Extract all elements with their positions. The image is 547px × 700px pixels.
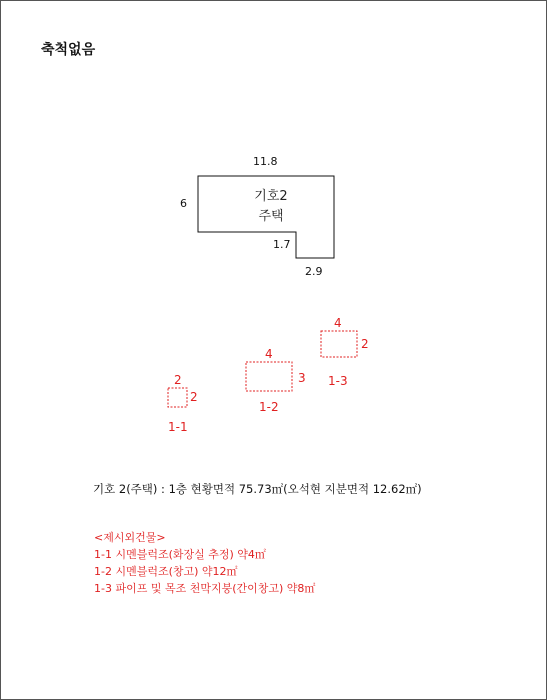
scale-note: 축척없음 [41, 42, 96, 58]
outbuilding-1-1-dim-top: 2 [174, 373, 182, 387]
building-use: 주택 [258, 209, 284, 224]
outbuilding-1-3-label: 1-3 [328, 374, 348, 388]
legend-item-1-2: 1-2 시멘블럭조(창고) 약12㎡ [94, 565, 238, 578]
legend-header: <제시외건물> [94, 531, 166, 544]
dim-step: 1.7 [273, 238, 291, 251]
dim-top: 11.8 [253, 155, 278, 168]
outbuilding-1-2-outline [246, 362, 292, 391]
building-name: 기호2 [254, 189, 288, 204]
outbuilding-1-2-dim-top: 4 [265, 347, 273, 361]
dim-bottom: 2.9 [305, 265, 323, 278]
outbuilding-1-1-label: 1-1 [168, 420, 188, 434]
outbuilding-1-3-outline [321, 331, 357, 357]
outbuilding-1-3-dim-side: 2 [361, 337, 369, 351]
outbuilding-1-1-outline [168, 388, 187, 407]
dim-left: 6 [180, 197, 187, 210]
outbuilding-1-2-label: 1-2 [259, 400, 279, 414]
outbuilding-1-3-dim-top: 4 [334, 316, 342, 330]
legend-item-1-3: 1-3 파이프 및 목조 천막지붕(간이창고) 약8㎡ [94, 582, 316, 595]
area-summary: 기호 2(주택) : 1층 현황면적 75.73㎡(오석현 지분면적 12.62㎡) [93, 482, 422, 496]
outbuilding-1-2-dim-side: 3 [298, 371, 306, 385]
legend-item-1-1: 1-1 시멘블럭조(화장실 추정) 약4㎡ [94, 548, 266, 561]
outbuilding-1-1-dim-side: 2 [190, 390, 198, 404]
outbuilding-legend [94, 529, 315, 597]
